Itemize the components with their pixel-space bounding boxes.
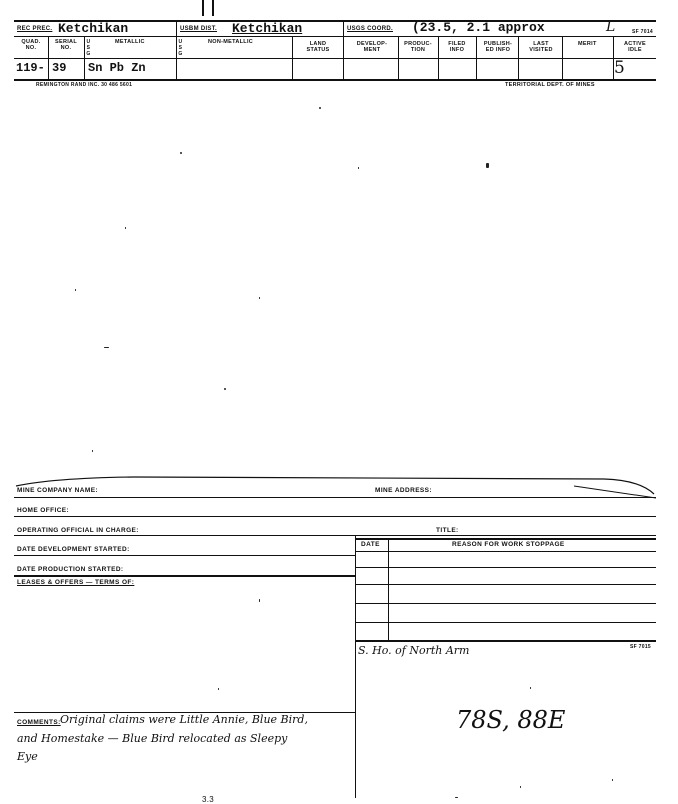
col-metallic: METALLIC — [115, 39, 145, 45]
col-merit: MERIT — [578, 41, 597, 47]
leases-offers-label: LEASES & OFFERS — TERMS OF: — [17, 579, 135, 586]
date-production-label: DATE PRODUCTION STARTED: — [17, 566, 124, 573]
operating-official-label: OPERATING OFFICIAL IN CHARGE: — [17, 527, 139, 534]
col-land-status: LAND STATUS — [306, 41, 330, 53]
usgs-coord-value: (23.5, 2.1 approx — [412, 20, 545, 35]
dept-imprint: TERRITORIAL DEPT. OF MINES — [505, 82, 595, 88]
printer-imprint: REMINGTON RAND INC. 30 486 5601 — [36, 82, 133, 88]
col-serial-no: SERIAL NO. — [55, 39, 77, 51]
metallic-value: Sn Pb Zn — [88, 61, 146, 75]
mine-address-label: MINE ADDRESS: — [375, 487, 432, 494]
comments-line-2: and Homestake — Blue Bird relocated as Sleepy — [17, 732, 288, 745]
form-number-bottom: SF 7015 — [630, 644, 652, 650]
col-filed-info: FILED INFO — [448, 41, 466, 53]
col-last-visited: LAST VISITED — [529, 41, 553, 53]
date-column-header: DATE — [361, 541, 380, 548]
col-active-idle: ACTIVE IDLE — [624, 41, 646, 53]
usbm-dist-value: Ketchikan — [232, 21, 303, 36]
comments-label: COMMENTS: — [17, 719, 61, 726]
usbm-dist-label: USBM DIST. — [180, 26, 218, 32]
reason-column-header: REASON FOR WORK STOPPAGE — [452, 541, 565, 548]
title-label: TITLE: — [436, 527, 459, 534]
form-number-top: SF 7014 — [632, 29, 654, 35]
rec-prec-value: Ketchikan — [58, 21, 129, 36]
col-published-info: PUBLISH-ED INFO — [483, 41, 513, 53]
date-development-label: DATE DEVELOPMENT STARTED: — [17, 546, 130, 553]
mine-company-label: MINE COMPANY NAME: — [17, 487, 98, 494]
location-note: S. Ho. of North Arm — [358, 644, 470, 657]
usgs-coord-label: USGS COORD. — [347, 26, 393, 32]
col-development: DEVELOP-MENT — [356, 41, 388, 53]
col-quad-no: QUAD. NO. — [21, 39, 41, 51]
home-office-label: HOME OFFICE: — [17, 507, 70, 514]
comments-line-1: Original claims were Little Annie, Blue Bird, — [60, 713, 308, 726]
corner-mark: L — [606, 19, 616, 35]
bottom-mark: 3.3 — [202, 795, 215, 804]
active-value: 5 — [614, 58, 625, 78]
comments-line-3: Eye — [17, 750, 38, 763]
col-nonmetallic: NON-METALLIC — [208, 39, 254, 45]
quad-serial-value: 119- 39 — [16, 61, 67, 75]
rec-prec-label: REC PREC. — [17, 26, 53, 32]
binder-tab-mark — [202, 0, 214, 16]
coordinate-note: 78S, 88E — [456, 706, 566, 734]
col-usg-metallic: U S G — [86, 39, 91, 57]
col-production: PRODUC-TION — [404, 41, 432, 53]
col-usg-nonmetallic: U S G — [178, 39, 183, 57]
